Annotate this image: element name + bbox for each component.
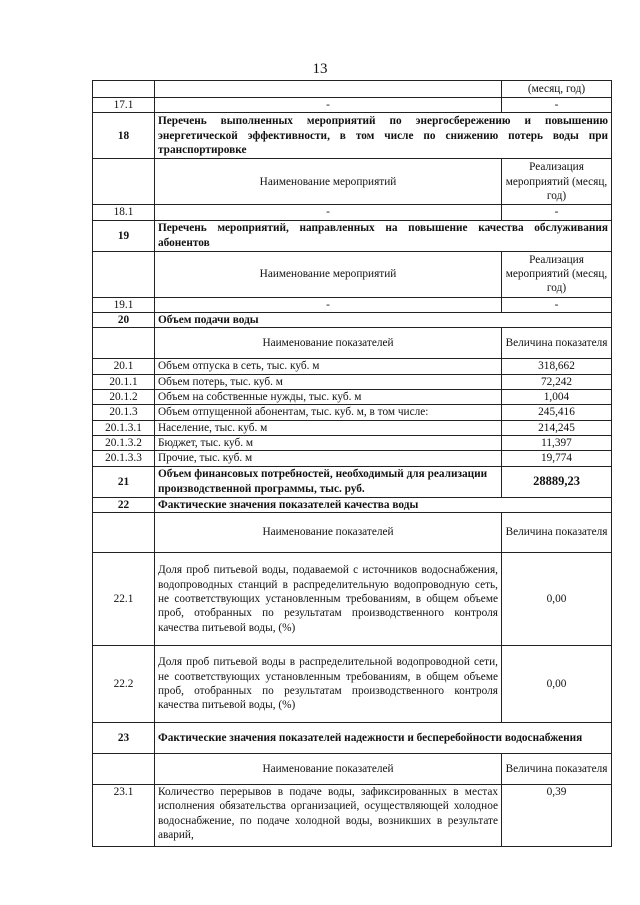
table-row [93, 205, 612, 220]
table-row [93, 553, 612, 646]
table-row [93, 374, 612, 389]
table-row [93, 81, 612, 98]
table-row [93, 359, 612, 374]
row-number: 22.2 [93, 646, 155, 723]
section-row [93, 313, 612, 328]
cell-text: Население, тыс. куб. м [155, 420, 502, 435]
section-number: 23 [93, 723, 155, 754]
column-header: Наименование показателей [155, 754, 502, 785]
table-row [93, 98, 612, 113]
cell-text: - [155, 205, 502, 220]
empty-cell [93, 81, 155, 98]
table-row [93, 297, 612, 312]
cell-text: Объем потерь, тыс. куб. м [155, 374, 502, 389]
empty-cell [93, 328, 155, 359]
cell-value: (месяц, год) [502, 81, 612, 98]
cell-value: 0,39 [502, 785, 612, 847]
cell-text: Объем отпуска в сеть, тыс. куб. м [155, 359, 502, 374]
row-number: 22.1 [93, 553, 155, 646]
section-row [93, 466, 612, 497]
section-number: 20 [93, 313, 155, 328]
cell-text: - [155, 297, 502, 312]
section-number: 18 [93, 113, 155, 159]
section-title: Фактические значения показателей надежности и бесперебойности водоснабжения [155, 723, 612, 754]
table-row [93, 390, 612, 405]
cell-value: - [502, 205, 612, 220]
header-row [93, 513, 612, 553]
section-row [93, 113, 612, 159]
row-number: 20.1.3.1 [93, 420, 155, 435]
section-title: Перечень выполненных мероприятий по энергосбережению и повышению энергетической эффективности, в том числе по снижению потерь воды при транспортировке [155, 113, 612, 159]
section-title: Фактические значения показателей качества воды [155, 497, 612, 512]
cell-value: 318,662 [502, 359, 612, 374]
cell-value: - [502, 98, 612, 113]
cell-text: Доля проб питьевой воды в распределительной водопроводной сети, не соответствующих установленным требованиям, в общем объеме проб, отобранных по результатам производственного контроля качества питьевой воды, (%) [155, 646, 502, 723]
row-number: 17.1 [93, 98, 155, 113]
table-row [93, 451, 612, 466]
header-row [93, 251, 612, 297]
cell-text: Бюджет, тыс. куб. м [155, 436, 502, 451]
cell-value: 28889,23 [502, 466, 612, 497]
row-number: 23.1 [93, 785, 155, 847]
cell-text: Доля проб питьевой воды, подаваемой с источников водоснабжения, водопроводных станций в распределительную водопроводную сеть, не соответствующих установленным требованиям, в общем объеме проб, отобранных по результатам производственного контроля качества питьевой воды, (%) [155, 553, 502, 646]
section-number: 21 [93, 466, 155, 497]
column-header: Реализация мероприятий (месяц, год) [502, 159, 612, 205]
cell-text: Количество перерывов в подаче воды, зафиксированных в местах исполнения обязательства организацией, осуществляющей холодное водоснабжение, по подаче холодной воды, возникших в результате аварий, [155, 785, 502, 847]
cell-value: 19,774 [502, 451, 612, 466]
cell-text: Объем отпущенной абонентам, тыс. куб. м, в том числе: [155, 405, 502, 420]
section-number: 22 [93, 497, 155, 512]
empty-cell [93, 754, 155, 785]
table-row [93, 646, 612, 723]
row-number: 20.1 [93, 359, 155, 374]
column-header: Реализация мероприятий (месяц, год) [502, 251, 612, 297]
row-number: 20.1.3.2 [93, 436, 155, 451]
empty-cell [93, 251, 155, 297]
table-row [93, 405, 612, 420]
column-header: Наименование мероприятий [155, 159, 502, 205]
section-title: Объем финансовых потребностей, необходимый для реализации производственной программы, тыс. руб. [155, 466, 502, 497]
cell-value: 245,416 [502, 405, 612, 420]
row-number: 18.1 [93, 205, 155, 220]
column-header: Величина показателя [502, 513, 612, 553]
section-title: Объем подачи воды [155, 313, 612, 328]
page-number: 13 [312, 61, 328, 77]
cell-text: Прочие, тыс. куб. м [155, 451, 502, 466]
cell-value: 0,00 [502, 553, 612, 646]
section-row [93, 220, 612, 251]
section-row [93, 723, 612, 754]
column-header: Наименование показателей [155, 328, 502, 359]
production-program-table [92, 80, 612, 847]
row-number: 20.1.3 [93, 405, 155, 420]
column-header: Величина показателя [502, 754, 612, 785]
header-row [93, 754, 612, 785]
row-number: 20.1.3.3 [93, 451, 155, 466]
cell-text: - [155, 98, 502, 113]
section-row [93, 497, 612, 512]
column-header: Величина показателя [502, 328, 612, 359]
table-row [93, 785, 612, 847]
row-number: 20.1.1 [93, 374, 155, 389]
cell-value: - [502, 297, 612, 312]
section-title: Перечень мероприятий, направленных на повышение качества обслуживания абонентов [155, 220, 612, 251]
header-row [93, 159, 612, 205]
cell-value: 72,242 [502, 374, 612, 389]
cell-value: 0,00 [502, 646, 612, 723]
cell-value: 11,397 [502, 436, 612, 451]
section-number: 19 [93, 220, 155, 251]
row-number: 20.1.2 [93, 390, 155, 405]
table-row [93, 420, 612, 435]
row-number: 19.1 [93, 297, 155, 312]
cell-value: 1,004 [502, 390, 612, 405]
cell-text: Объем на собственные нужды, тыс. куб. м [155, 390, 502, 405]
empty-cell [93, 159, 155, 205]
header-row [93, 328, 612, 359]
column-header: Наименование мероприятий [155, 251, 502, 297]
column-header: Наименование показателей [155, 513, 502, 553]
cell-value: 214,245 [502, 420, 612, 435]
table-row [93, 436, 612, 451]
empty-cell [93, 513, 155, 553]
empty-cell [155, 81, 502, 98]
